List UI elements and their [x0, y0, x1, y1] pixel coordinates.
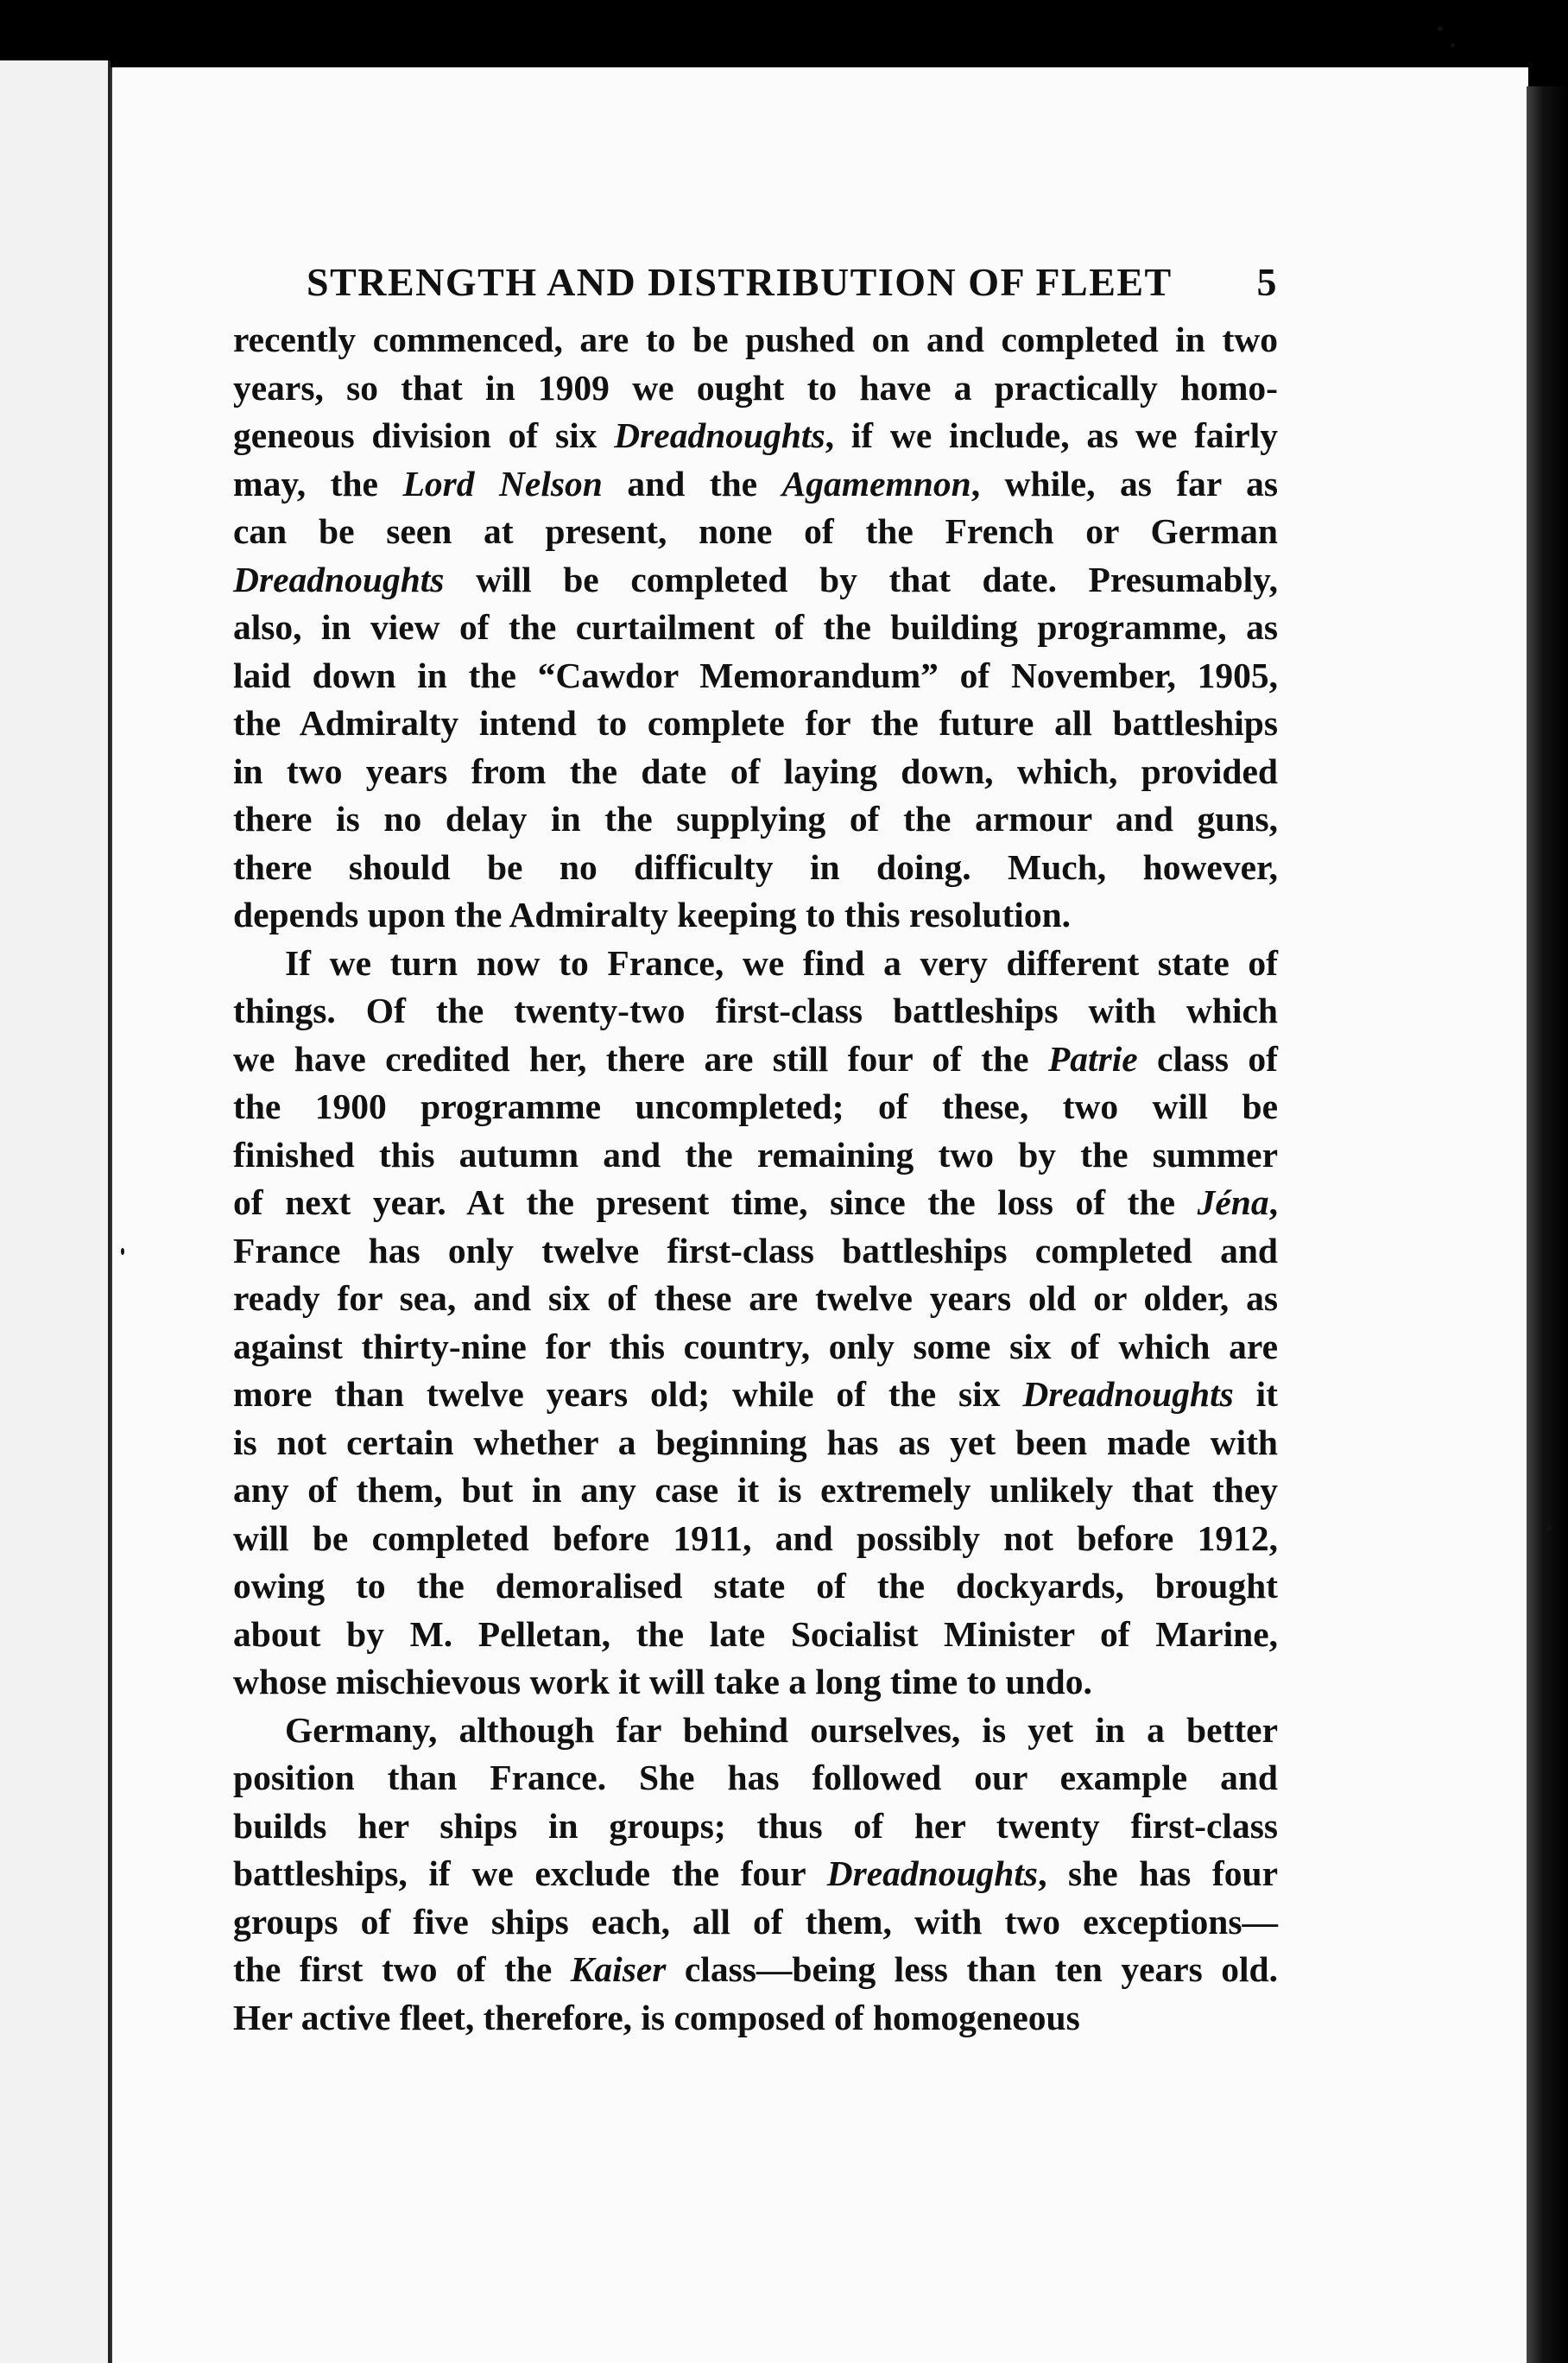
text-line: groups of five ships each, all of them, with two exceptions—: [233, 1901, 1278, 1942]
text-line: also, in view of the curtailment of the building programme, as: [233, 607, 1278, 647]
text-line: position than France. She has followed our example and: [233, 1758, 1278, 1797]
text-line: the Admiralty intend to complete for the future all battleships: [233, 703, 1278, 743]
text-line: Dreadnoughts will be completed by that date. Presumably,: [233, 559, 1278, 599]
text-line: there should be no difficulty in doing. Much, however,: [233, 846, 1278, 887]
text-line: geneous division of six Dreadnoughts, if we include, as we fairly: [233, 415, 1278, 455]
text-line: ready for sea, and six of these are twelve years old or older, as: [233, 1278, 1278, 1318]
text-line: there is no delay in the supplying of the armour and guns,: [233, 799, 1278, 839]
facing-page-edge: [0, 60, 111, 2363]
text-line: the 1900 programme uncompleted; of these, two will be: [233, 1086, 1278, 1126]
text-line: owing to the demoralised state of the dockyards, brought: [233, 1566, 1278, 1606]
text-line: will be completed before 1911, and possibly not before 1912,: [233, 1517, 1278, 1558]
text-line: can be seen at present, none of the French or German: [233, 511, 1278, 551]
paragraph: [233, 1707, 1278, 2043]
text-line: finished this autumn and the remaining two by the summer: [233, 1134, 1278, 1175]
running-head: [307, 259, 1278, 311]
text-line: the first two of the Kaiser class—being less than ten years old.: [233, 1949, 1278, 1989]
text-line: in two years from the date of laying down, which, provided: [233, 751, 1278, 791]
page-text: [233, 259, 1278, 2042]
running-head-title: STRENGTH AND DISTRIBUTION OF FLEET: [307, 260, 1173, 304]
body-text: [233, 316, 1278, 2042]
text-line: more than twelve years old; while of the six Dreadnoughts it: [233, 1374, 1278, 1414]
text-line: may, the Lord Nelson and the Agamemnon, while, as far as: [233, 463, 1278, 504]
page-gutter-shadow: [1527, 86, 1568, 2363]
text-line: laid down in the “Cawdor Memorandum” of November, 1905,: [233, 655, 1278, 695]
text-line: years, so that in 1909 we ought to have a practically homo-: [233, 367, 1278, 408]
scan-speck: [1546, 1524, 1552, 1532]
scan-speck: [1451, 43, 1455, 48]
text-line: we have credited her, there are still four of the Patrie class of: [233, 1038, 1278, 1079]
text-line: depends upon the Admiralty keeping to this resolution.: [233, 895, 1072, 934]
paragraph: [233, 316, 1278, 940]
text-line: any of them, but in any case it is extremely unlikely that they: [233, 1470, 1278, 1510]
text-line: against thirty-nine for this country, only some six of which are: [233, 1326, 1278, 1366]
scan-speck: [1438, 26, 1443, 31]
scan-speck: [121, 1248, 124, 1255]
text-line: Her active fleet, therefore, is composed of homogeneous: [233, 1997, 1080, 2037]
text-line: Germany, although far behind ourselves, is yet in a better: [285, 1709, 1278, 1750]
text-line: recently commenced, are to be pushed on and completed in two: [233, 320, 1278, 359]
text-line: of next year. At the present time, since the loss of the Jéna,: [233, 1182, 1278, 1222]
text-line: whose mischievous work it will take a long time to undo.: [233, 1662, 1092, 1701]
text-line: is not certain whether a beginning has as yet been made with: [233, 1422, 1278, 1462]
text-line: about by M. Pelletan, the late Socialist Minister of Marine,: [233, 1613, 1278, 1654]
text-line: builds her ships in groups; thus of her twenty first-class: [233, 1805, 1278, 1846]
paragraph: [233, 940, 1278, 1707]
page-number: 5: [1256, 260, 1278, 304]
text-line: battleships, if we exclude the four Dreadnoughts, she has four: [233, 1853, 1278, 1893]
text-line: France has only twelve first-class battleships completed and: [233, 1230, 1278, 1270]
text-line: things. Of the twenty-two first-class battleships with which: [233, 991, 1278, 1030]
text-line: If we turn now to France, we find a very different state of: [285, 942, 1278, 983]
